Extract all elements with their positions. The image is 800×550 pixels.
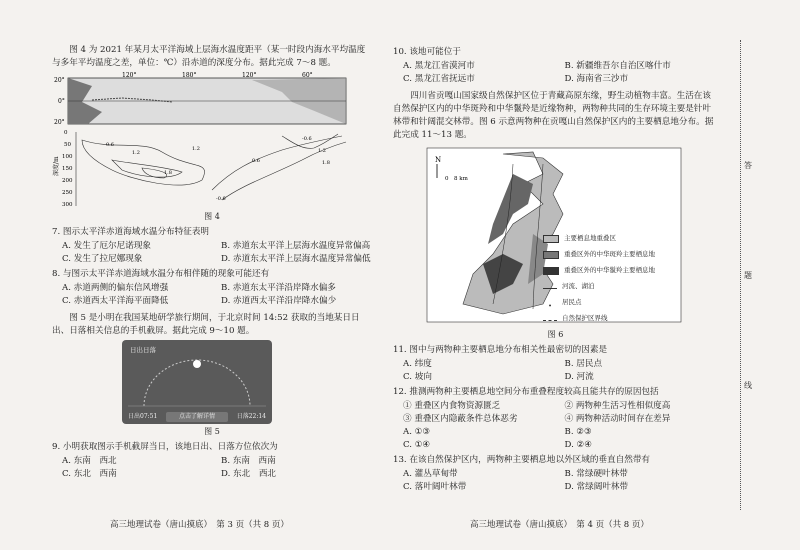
sun-icon <box>193 360 201 368</box>
statement: ① 重叠区内食物资源匮乏 <box>403 401 501 411</box>
binding-mark: 题 <box>744 271 752 280</box>
depth-axis-label: 深度/m <box>53 156 60 176</box>
scale-bar: 0 8 km <box>445 176 468 182</box>
map-legend <box>543 232 693 328</box>
contour-label: 0.6 <box>106 142 114 148</box>
depth-profile-svg <box>52 130 352 208</box>
option: C. 坡向 <box>403 372 432 382</box>
option: A. 黑龙江省漠河市 <box>403 61 475 71</box>
option: A. 东南 西北 <box>62 456 117 466</box>
question-11: 11. 图中与两物种主要栖息地分布相关性最密切的因素是 <box>393 345 608 355</box>
lon-tick: 120° <box>242 72 257 79</box>
phone-title: 日出日落 <box>130 346 156 354</box>
option: B. ②③ <box>564 427 592 437</box>
lon-tick: 120° <box>122 72 137 79</box>
option: C. 赤道西太平洋海平面降低 <box>62 296 169 306</box>
q13-options <box>403 468 718 494</box>
statement: ④ 两物种活动时间存在差异 <box>564 414 671 424</box>
depth-tick: 0 <box>64 130 68 136</box>
option: C. 落叶阔叶林带 <box>403 482 467 492</box>
gongga-map <box>393 144 718 326</box>
depth-tick: 300 <box>62 202 73 208</box>
option: B. 赤道东太平洋上层海水温度异常偏高 <box>221 241 371 251</box>
q7-options <box>62 240 372 266</box>
north-arrow-icon: N <box>435 156 442 164</box>
q8-options <box>62 282 372 308</box>
legend-item <box>543 296 693 309</box>
contour-label: -0.6 <box>216 196 226 202</box>
question-7: 7. 图示太平洋赤道海域水温分布特征表明 <box>52 227 210 237</box>
option: D. 东北 西北 <box>221 469 277 479</box>
depth-tick: 250 <box>62 190 73 196</box>
depth-profile <box>52 130 372 208</box>
legend-label: 自然保护区界线 <box>562 314 608 322</box>
question-10: 10. 该地可能位于 <box>393 47 461 57</box>
option: B. 赤道东太平洋沿岸降水偏多 <box>221 283 336 293</box>
depth-tick: 100 <box>62 154 73 160</box>
contour-label: 1.8 <box>164 170 172 176</box>
q12-items <box>403 400 718 426</box>
sunset-time: 日落22:14 <box>236 413 266 420</box>
legend-swatch <box>543 235 559 243</box>
legend-label: 重叠区外的中华斑羚主要栖息地 <box>564 250 655 258</box>
option: C. 发生了拉尼娜现象 <box>62 254 143 264</box>
option: B. 常绿硬叶林带 <box>564 469 628 479</box>
q10-options <box>403 60 718 86</box>
option: B. 东南 西南 <box>221 456 276 466</box>
contour-label: 1.2 <box>318 148 326 154</box>
right-footer: 高三地理试卷（唐山摸底） 第 4 页（共 8 页） <box>470 520 649 530</box>
option: D. 河流 <box>564 372 594 382</box>
question-13: 13. 在该自然保护区内，两物种主要栖息地以外区域的垂直自然带有 <box>393 455 651 465</box>
legend-swatch <box>543 251 559 259</box>
legend-label: 河流、湖泊 <box>562 282 595 290</box>
lat-tick: 20° <box>54 119 65 126</box>
option: B. 新疆维吾尔自治区喀什市 <box>564 61 671 71</box>
option: C. 黑龙江省抚远市 <box>403 74 475 84</box>
option: A. 纬度 <box>403 359 432 369</box>
option: C. ①④ <box>403 440 431 450</box>
lon-tick: 180° <box>182 72 197 79</box>
option: D. ②④ <box>564 440 592 450</box>
contour-label: -0.6 <box>302 136 312 142</box>
legend-item <box>543 248 693 261</box>
boundary-icon <box>543 316 557 321</box>
lat-tick: 20° <box>54 77 65 84</box>
question-8: 8. 与图示太平洋赤道海域水温分布相伴随的现象可能还有 <box>52 269 270 279</box>
intro-fig4: 图 4 为 2021 年某月太平洋海域上层海水温度距平（某一时段内海水平均温度与多年平均温度之差，单位：℃）沿赤道的深度分布。据此完成 7～8 题。 <box>52 45 366 68</box>
q9-options <box>62 455 372 481</box>
option: A. 灌丛草甸带 <box>403 469 458 479</box>
statement: ③ 重叠区内隐蔽条件总体恶劣 <box>403 414 518 424</box>
binding-mark: 线 <box>744 381 752 390</box>
option: D. 赤道东太平洋上层海水温度异常偏低 <box>221 254 371 264</box>
left-footer: 高三地理试卷（唐山摸底） 第 3 页（共 8 页） <box>110 520 289 530</box>
intro-fig6: 四川省贡嘎山国家级自然保护区位于青藏高原东缘，野生动植物丰富。生活在该自然保护区内的中华斑羚和中华鬣羚是近缘物种，两物种共同的生存环境主要是针叶林带和针阔混交林带。图 6 示意两物种在贡嘎山自然保护区内的主要栖息地分布。据此完成 11～13 题。 <box>393 91 714 140</box>
pacific-map <box>52 72 372 128</box>
fig5-caption: 图 5 <box>204 427 220 436</box>
question-9: 9. 小明获取图示手机截屏当日，该地日出、日落方位依次为 <box>52 442 278 452</box>
left-page <box>52 44 372 481</box>
q12-options <box>403 426 718 452</box>
contour-label: 1.2 <box>192 146 200 152</box>
depth-tick: 50 <box>64 142 71 148</box>
depth-tick: 200 <box>62 178 73 184</box>
fig6-caption: 图 6 <box>547 330 564 339</box>
legend-item <box>543 312 693 325</box>
legend-label: 居民点 <box>562 298 582 306</box>
contour-label: 0.6 <box>252 158 260 164</box>
option: D. 海南省三沙市 <box>564 74 629 84</box>
lon-tick: 60° <box>302 72 313 79</box>
intro-fig5: 图 5 是小明在我国某地研学旅行期间，于北京时间 14:52 获取的当地某日日出、日落相关信息的手机截屏。据此完成 9～10 题。 <box>52 313 360 336</box>
legend-label: 主要栖息地重叠区 <box>564 234 616 242</box>
contour-label: 1.8 <box>322 160 330 166</box>
binding-line <box>740 40 741 510</box>
phone-screenshot <box>122 340 272 424</box>
detail-button: 点击了解详情 <box>166 412 228 422</box>
option: B. 居民点 <box>564 359 603 369</box>
option: A. 发生了厄尔尼诺现象 <box>62 241 152 251</box>
contour-label: 1.2 <box>132 150 140 156</box>
pacific-map-svg <box>52 72 352 128</box>
legend-swatch <box>543 267 559 275</box>
binding-mark: 答 <box>744 161 752 170</box>
river-icon <box>543 284 557 289</box>
legend-item <box>543 280 693 293</box>
settlement-icon: • <box>548 302 552 310</box>
statement: ② 两物种生活习性相似度高 <box>564 401 671 411</box>
option: D. 赤道西太平洋沿岸降水偏少 <box>221 296 337 306</box>
legend-item <box>543 264 693 277</box>
legend-label: 重叠区外的中华鬣羚主要栖息地 <box>564 266 655 274</box>
question-12: 12. 推测两物种主要栖息地空间分布重叠程度较高且能共存的原因包括 <box>393 387 659 397</box>
option: A. ①③ <box>403 427 431 437</box>
fig4-caption: 图 4 <box>204 212 220 221</box>
option: D. 常绿阔叶林带 <box>564 482 629 492</box>
depth-tick: 150 <box>62 166 73 172</box>
option: A. 赤道两侧的偏东信风增强 <box>62 283 169 293</box>
option: C. 东北 西南 <box>62 469 117 479</box>
q11-options <box>403 358 718 384</box>
lat-tick: 0° <box>58 98 65 105</box>
legend-item <box>543 232 693 245</box>
sunrise-time: 日出07:51 <box>128 413 158 420</box>
right-page <box>393 44 718 494</box>
